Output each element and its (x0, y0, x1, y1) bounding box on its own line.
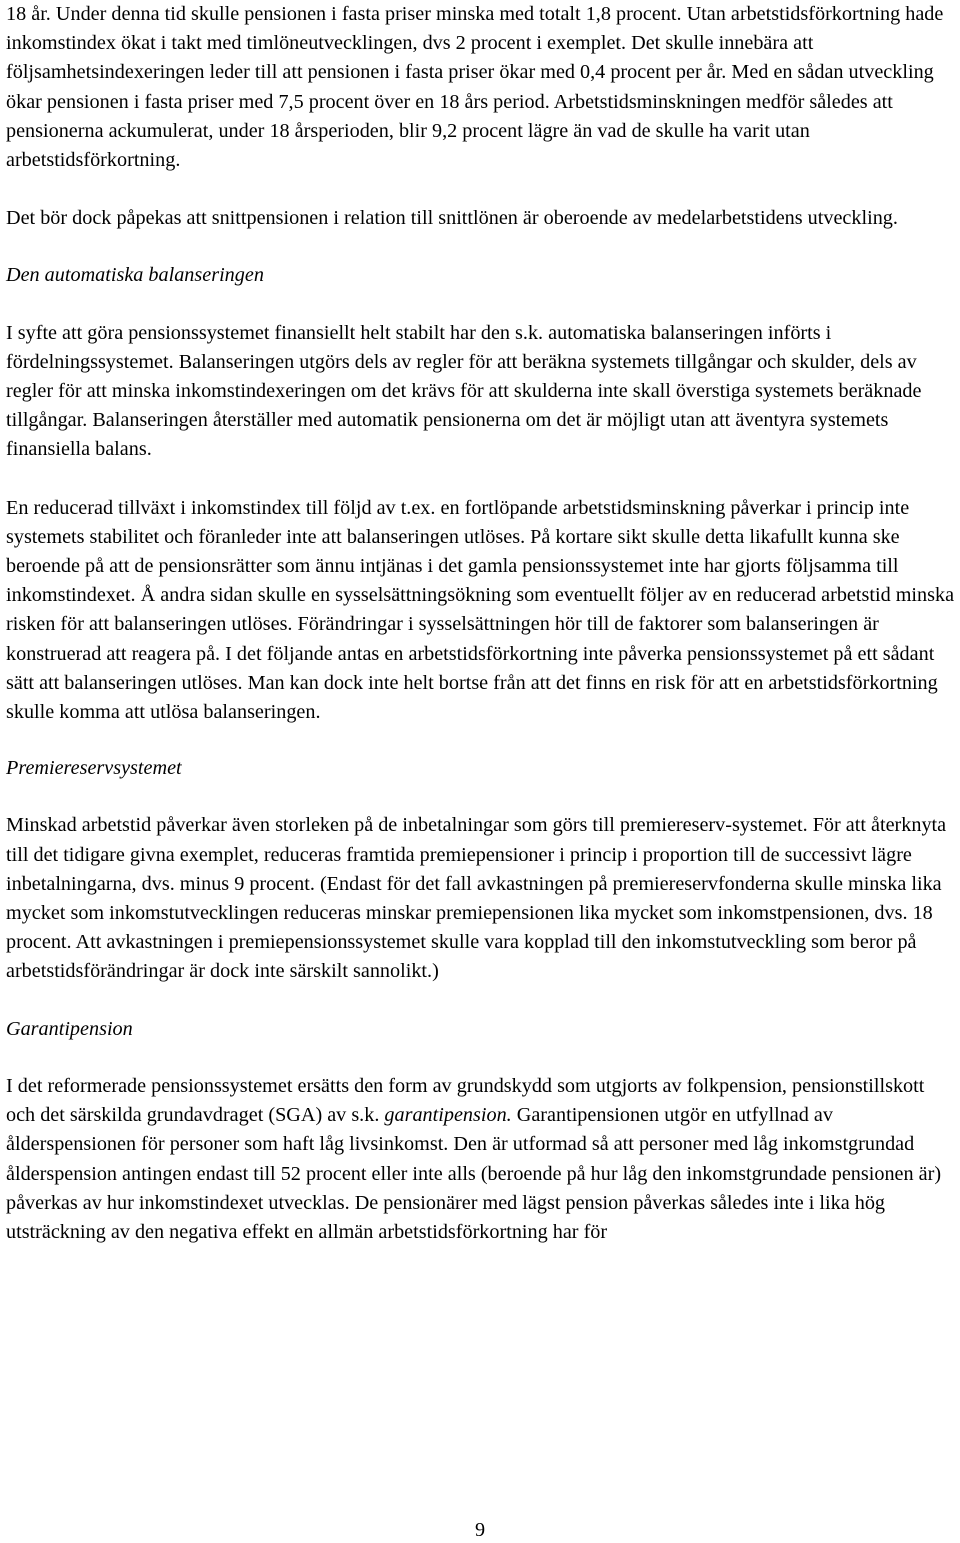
paragraph-pension-fixed-prices: 18 år. Under denna tid skulle pensionen i fasta priser minska med totalt 1,8 procent. Utan arbetstidsförkortning hade inkomstindex ökat i takt med timlöneutvecklingen, dvs 2 procent i exemplet. Det skulle innebära att följsamhetsindexeringen leder till att pensionen i fasta priser ökar med 0,4 procent per år. Med en sådan utveckling ökar pensionen i fasta priser med 7,5 procent över en 18 års period. Arbetstidsminskningen medför således att pensionerna ackumulerat, under 18 årsperioden, blir 9,2 procent lägre än vad de skulle ha varit utan arbetstidsförkortning. (6, 3, 944, 172)
paragraph-guarantee-text-end: Garantipensionen utgör en utfyllnad av ålderspensionen för personer som haft låg livsinkomst. Den är utformad så att personer med låg inkomstgrundad ålderspension antingen endast till 52 procent eller inte alls (beroende på hur låg den inkomstgrundade pensionen är) påverkas av hur inkomstindexet utvecklas. De pensionärer med lägst pension påverkas således inte i lika hög utsträckning av den negativa effekt en allmän arbetstidsförkortning har för (6, 1104, 942, 1243)
paragraph-guarantee-text-start: I det reformerade pensionssystemet ersätts den form av grundskydd som utgjorts av folkpension, pensionstillskott och det särskilda grundavdraget (SGA) av s.k. (6, 1074, 925, 1127)
paragraph-guarantee-term: garantipension. (384, 1104, 512, 1127)
paragraph-guarantee-pension (6, 1072, 956, 1247)
paragraph-premium-reserve: Minskad arbetstid påverkar även storleken på de inbetalningar som görs till premiereserv-systemet. För att återknyta till det tidigare givna exemplet, reduceras framtida premiepensioner i princip i proportion till de successivt lägre inbetalningarna, dvs. minus 9 procent. (Endast för det fall avkastningen på premiereservfonderna skulle minska lika mycket som inkomstutvecklingen reduceras minskar premiepensionen lika mycket som inkomstpensionen, dvs. 18 procent. Att avkastningen i premiepensionssystemet skulle vara kopplad till den inkomstutveckling som beror på arbetstidsförändringar är dock inte särskilt sannolikt.) (6, 814, 947, 983)
paragraph-reduced-growth: En reducerad tillväxt i inkomstindex till följd av t.ex. en fortlöpande arbetstidsminskning påverkar i princip inte systemets stabilitet och föranleder inte att balanseringen utlöses. På kortare sikt skulle detta likafullt kunna ske beroende på att de pensionsrätter som ännu intjänas i det gamla pensionssystemet inte har gjorts följsamma till inkomstindexet. Å andra sidan skulle en sysselsättningsökning som eventuellt följer av en reducerad arbetstid minska risken för att balanseringen utlöses. Förändringar i sysselsättningen hör till de faktorer som balanseringen är konstruerad att reagera på. I det följande antas en arbetstidsförkortning inte påverka pensionssystemet på ett sådant sätt att balanseringen utlöses. Man kan dock inte helt bortse från att det finns en risk för att en arbetstidsförkortning skulle komma att utlösa balanseringen. (6, 496, 955, 724)
section-heading-premium-reserve: Premiereservsystemet (6, 757, 182, 780)
page-number: 9 (474, 1519, 486, 1541)
section-heading-guarantee-pension: Garantipension (6, 1017, 133, 1040)
paragraph-balancing-intro: I syfte att göra pensionssystemet finansiellt helt stabilt har den s.k. automatiska balanseringen införts i fördelningssystemet. Balanseringen utgörs dels av regler för att beräkna systemets tillgångar och skulder, dels av regler för att minska inkomstindexeringen om det krävs för att skulderna inte skall överstiga systemets beräknade tillgångar. Balanseringen återställer med automatik pensionerna om det är möjligt utan att äventyra systemets finansiella balans. (6, 321, 922, 461)
paragraph-average-pension: Det bör dock påpekas att snittpensionen i relation till snittlönen är oberoende av medelarbetstidens utveckling. (6, 207, 898, 230)
section-heading-automatic-balancing: Den automatiska balanseringen (6, 264, 264, 287)
document-page (6, 0, 956, 1247)
